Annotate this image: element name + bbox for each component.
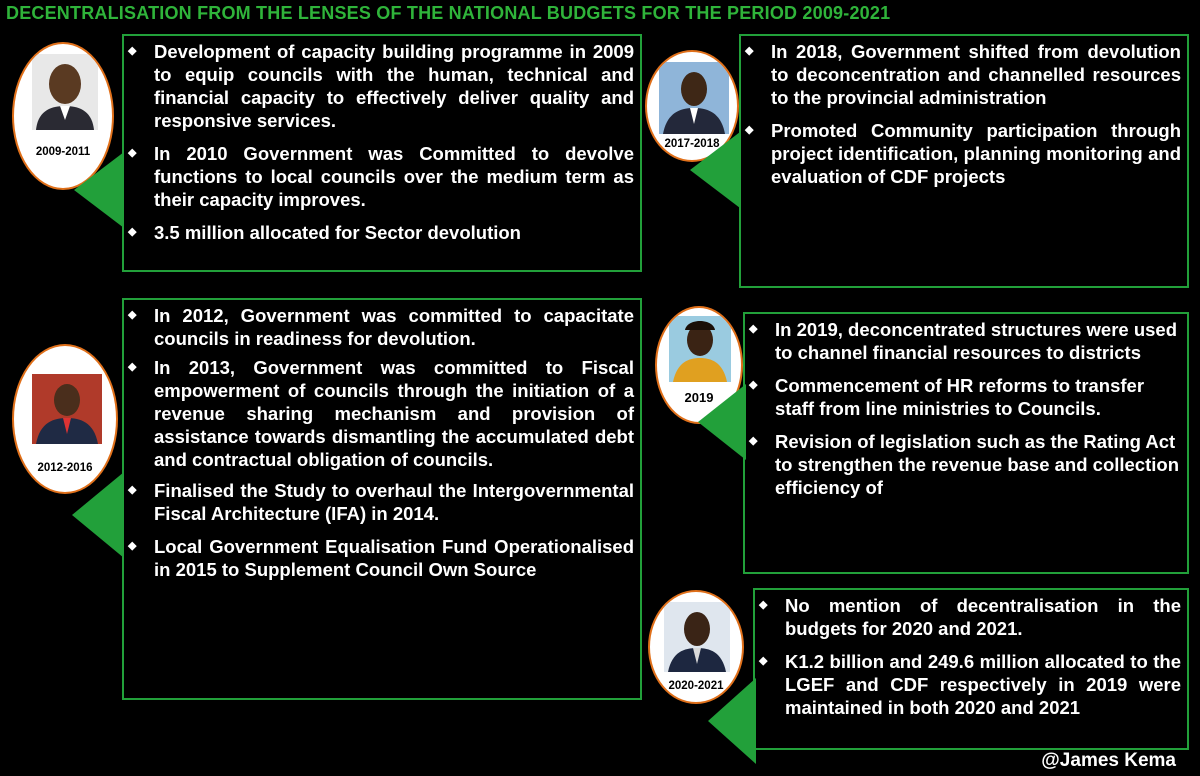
list-item: ◆ Development of capacity building programme in 2009 to equip councils with the human, technical and financial capacity to effectively deliver quality and responsive services. [128,41,634,131]
person-portrait-icon [664,602,730,672]
list-item: ◆ Local Government Equalisation Fund Operationalised in 2015 to Supplement Council Own Source [128,536,634,580]
list-item: ◆ Revision of legislation such as the Rating Act to strengthen the revenue base and collection efficiency of [749,431,1180,498]
diamond-icon: ◆ [128,226,137,238]
page-title: DECENTRALISATION FROM THE LENSES OF THE NATIONAL BUDGETS FOR THE PERIOD 2009-2021 [6,3,891,23]
list-item: ◆ K1.2 billion and 249.6 million allocated to the LGEF and CDF respectively in 2019 were maintained in both 2020 and 2021 [759,651,1181,718]
person-portrait-icon [669,316,731,382]
diamond-icon: ◆ [759,655,768,667]
list-item: ◆ In 2013, Government was committed to Fiscal empowerment of councils through the initiation of a revenue sharing mechanism and provision of assistance towards dismantling the accumulated debt and contractual obligation of councils. [128,357,634,470]
pointer-triangle [706,676,756,766]
diamond-icon: ◆ [745,45,754,57]
list-item: ◆ Finalised the Study to overhaul the Intergovernmental Fiscal Architecture (IFA) in 2014. [128,480,634,524]
list-item: ◆ In 2019, deconcentrated structures were used to channel financial resources to districts [749,319,1178,363]
list-item: ◆ In 2018, Government shifted from devolution to deconcentration and channelled resources to the provincial administration [745,41,1181,108]
list-item: ◆ In 2010 Government was Committed to devolve functions to local councils over the medium term as their capacity improves. [128,143,634,210]
author-handle: @James Kema [1041,750,1176,771]
diamond-icon: ◆ [749,435,758,447]
list-item: ◆ In 2012, Government was committed to capacitate councils in readiness for devolution. [128,305,634,349]
pointer-triangle [696,382,746,462]
diamond-icon: ◆ [128,45,137,57]
diamond-icon: ◆ [128,540,137,552]
diamond-icon: ◆ [749,379,758,391]
person-portrait-icon [32,54,98,130]
diamond-icon: ◆ [749,323,758,335]
person-portrait-icon [32,374,102,444]
person-portrait-icon [659,62,729,134]
panel-2019 [743,312,1189,574]
diamond-icon: ◆ [128,361,137,373]
diamond-icon: ◆ [128,309,137,321]
year-label: 2012-2016 [37,462,93,474]
list-item: ◆ Commencement of HR reforms to transfer staff from line ministries to Councils. [749,375,1145,419]
year-label: 2017-2018 [664,138,720,150]
pointer-triangle [70,470,124,560]
panel-2012-2016 [122,298,642,700]
panel-2017-2018 [739,34,1189,288]
year-label: 2019 [684,390,714,405]
year-label: 2020-2021 [668,680,724,692]
panel-2020-2021 [753,588,1189,750]
panel-2009-2011 [122,34,642,272]
diamond-icon: ◆ [759,599,768,611]
diamond-icon: ◆ [745,124,754,136]
list-item: ◆ No mention of decentralisation in the budgets for 2020 and 2021. [759,595,1181,639]
list-item: ◆ Promoted Community participation through project identification, planning monitoring and evaluation of CDF projects [745,120,1181,187]
diamond-icon: ◆ [128,484,137,496]
list-item: ◆ 3.5 million allocated for Sector devolution [128,222,521,243]
pointer-triangle [72,150,124,230]
year-label: 2009-2011 [35,146,91,158]
diamond-icon: ◆ [128,147,137,159]
pointer-triangle [688,130,740,210]
